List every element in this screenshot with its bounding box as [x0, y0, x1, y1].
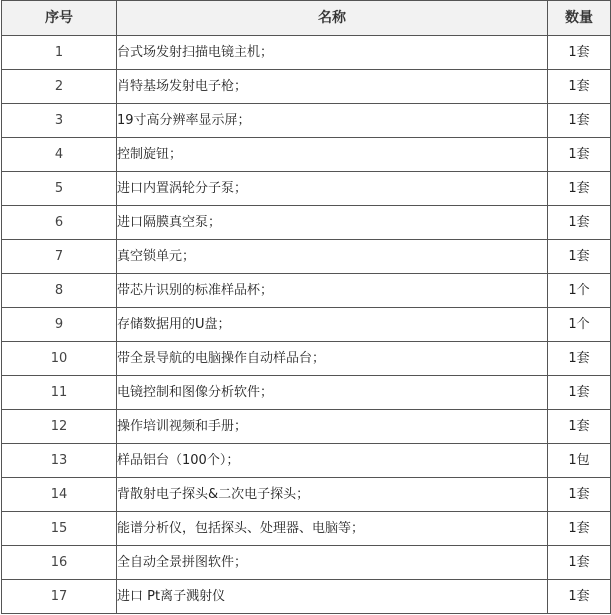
row-quantity: 1个 — [548, 274, 611, 308]
row-name: 19寸高分辨率显示屏； — [117, 104, 548, 138]
row-number: 13 — [2, 444, 117, 478]
row-number: 11 — [2, 376, 117, 410]
row-number: 16 — [2, 546, 117, 580]
row-name: 电镜控制和图像分析软件； — [117, 376, 548, 410]
table-row — [2, 172, 611, 206]
row-name: 真空锁单元； — [117, 240, 548, 274]
row-quantity: 1套 — [548, 138, 611, 172]
row-number: 6 — [2, 206, 117, 240]
row-quantity: 1个 — [548, 308, 611, 342]
table-row — [2, 376, 611, 410]
row-name: 操作培训视频和手册； — [117, 410, 548, 444]
row-quantity: 1套 — [548, 104, 611, 138]
row-number: 4 — [2, 138, 117, 172]
row-number: 2 — [2, 70, 117, 104]
table-row — [2, 138, 611, 172]
header-number: 序号 — [2, 1, 117, 36]
table-row — [2, 274, 611, 308]
row-name: 存储数据用的U盘； — [117, 308, 548, 342]
row-quantity: 1套 — [548, 240, 611, 274]
row-name: 台式场发射扫描电镜主机； — [117, 36, 548, 70]
table-row — [2, 206, 611, 240]
header-row — [2, 1, 611, 36]
row-name: 进口 Pt离子溅射仪 — [117, 580, 548, 614]
row-quantity: 1套 — [548, 376, 611, 410]
row-name: 背散射电子探头&二次电子探头； — [117, 478, 548, 512]
row-quantity: 1套 — [548, 546, 611, 580]
row-name: 肖特基场发射电子枪； — [117, 70, 548, 104]
row-quantity: 1套 — [548, 342, 611, 376]
table-row — [2, 70, 611, 104]
row-number: 14 — [2, 478, 117, 512]
row-number: 9 — [2, 308, 117, 342]
table-body — [2, 36, 611, 614]
row-name: 能谱分析仪，包括探头、处理器、电脑等； — [117, 512, 548, 546]
row-number: 1 — [2, 36, 117, 70]
table-row — [2, 308, 611, 342]
row-name: 控制旋钮； — [117, 138, 548, 172]
row-number: 10 — [2, 342, 117, 376]
row-quantity: 1包 — [548, 444, 611, 478]
table-row — [2, 478, 611, 512]
table-row — [2, 342, 611, 376]
header-name: 名称 — [117, 1, 548, 36]
parts-list-table — [1, 0, 611, 614]
header-quantity: 数量 — [548, 1, 611, 36]
row-name: 带全景导航的电脑操作自动样品台； — [117, 342, 548, 376]
row-quantity: 1套 — [548, 36, 611, 70]
row-number: 12 — [2, 410, 117, 444]
row-name: 带芯片识别的标准样品杯； — [117, 274, 548, 308]
row-name: 全自动全景拼图软件； — [117, 546, 548, 580]
row-number: 8 — [2, 274, 117, 308]
row-number: 3 — [2, 104, 117, 138]
row-name: 进口内置涡轮分子泵； — [117, 172, 548, 206]
table-row — [2, 444, 611, 478]
row-quantity: 1套 — [548, 512, 611, 546]
row-name: 进口隔膜真空泵； — [117, 206, 548, 240]
row-quantity: 1套 — [548, 580, 611, 614]
table-row — [2, 240, 611, 274]
table-row — [2, 36, 611, 70]
row-quantity: 1套 — [548, 172, 611, 206]
table-row — [2, 580, 611, 614]
row-number: 7 — [2, 240, 117, 274]
row-quantity: 1套 — [548, 410, 611, 444]
table-row — [2, 512, 611, 546]
table-row — [2, 546, 611, 580]
row-quantity: 1套 — [548, 70, 611, 104]
row-number: 5 — [2, 172, 117, 206]
table-row — [2, 104, 611, 138]
row-number: 17 — [2, 580, 117, 614]
row-quantity: 1套 — [548, 478, 611, 512]
table-row — [2, 410, 611, 444]
row-quantity: 1套 — [548, 206, 611, 240]
row-name: 样品铝台（100个）； — [117, 444, 548, 478]
row-number: 15 — [2, 512, 117, 546]
table-header — [2, 1, 611, 36]
